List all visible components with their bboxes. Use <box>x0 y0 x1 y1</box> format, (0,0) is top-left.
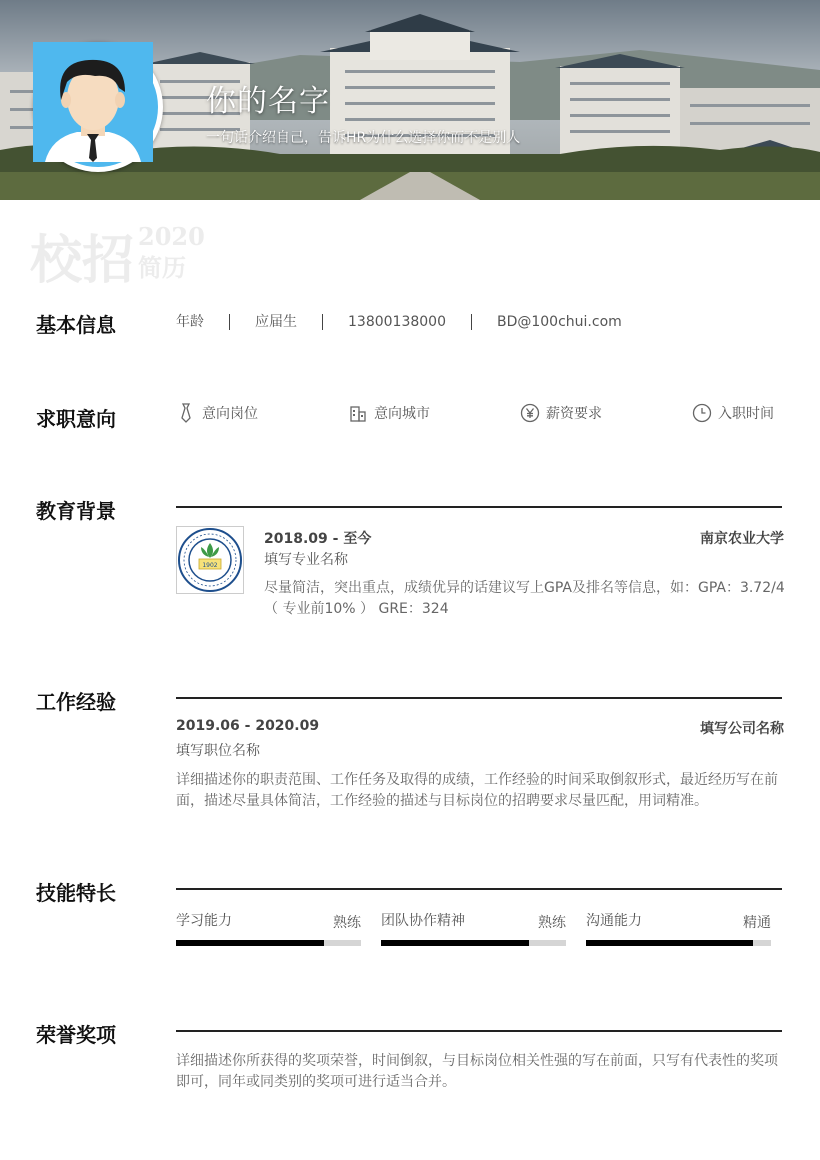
logo-year: 1902 <box>202 562 218 569</box>
basic-phone: 13800138000 <box>323 314 472 330</box>
skill-name: 学习能力 <box>176 913 232 929</box>
education-desc-line-1: 尽量简洁，突出重点，成绩优异的话建议写上GPA及排名等信息，如：GPA：3.72/4 <box>264 580 785 596</box>
basic-age: 年龄 <box>176 314 230 330</box>
work-desc-line-1: 详细描述你的职责范围、工作任务及取得的成绩，工作经验的时间采取倒叙形式，最近经历写在前 <box>176 772 778 788</box>
intent-salary-label: 薪资要求 <box>546 406 602 422</box>
candidate-name: 你的名字 <box>206 84 330 119</box>
honors-desc-line-1: 详细描述你所获得的奖项荣誉，时间倒叙，与目标岗位相关性强的写在前面，只写有代表性的奖项 <box>176 1053 778 1069</box>
header-banner <box>0 0 820 200</box>
skill-progress-bar <box>381 940 566 946</box>
work-position: 填写职位名称 <box>176 743 260 759</box>
intent-salary <box>520 403 602 423</box>
work-date: 2019.06 - 2020.09 <box>176 718 320 734</box>
intent-position <box>176 403 258 423</box>
honors-desc-line-2: 即可，同年或同类别的奖项可进行适当合并。 <box>176 1074 456 1090</box>
section-title-intent: 求职意向 <box>36 407 116 431</box>
basic-email: BD@100chui.com <box>496 314 622 330</box>
work-company: 填写公司名称 <box>700 721 784 737</box>
section-title-skills: 技能特长 <box>36 881 116 905</box>
skill-name: 沟通能力 <box>586 913 642 929</box>
honors-divider <box>176 1030 782 1032</box>
education-date: 2018.09 - 至今 <box>264 531 372 547</box>
intent-start <box>692 403 774 423</box>
intent-city <box>348 403 430 423</box>
tie-icon <box>176 403 196 423</box>
section-title-basic: 基本信息 <box>36 313 116 337</box>
basic-info-row <box>176 312 647 332</box>
skill-level: 熟练 <box>333 915 361 931</box>
university-logo <box>176 526 244 594</box>
basic-status: 应届生 <box>230 314 323 330</box>
candidate-tagline: 一句话介绍自己，告诉HR为什么选择你而不是别人 <box>206 130 521 146</box>
work-desc-line-2: 面，描述尽量具体简洁，工作经验的描述与目标岗位的招聘要求尽量匹配，用词精准。 <box>176 793 708 809</box>
person-icon <box>38 47 153 162</box>
section-title-honors: 荣誉奖项 <box>36 1023 116 1047</box>
education-desc-line-2: （ 专业前10% ） GRE：324 <box>264 601 449 617</box>
skill-progress-fill <box>381 940 529 946</box>
education-school: 南京农业大学 <box>700 531 784 547</box>
skill-level: 精通 <box>743 915 771 931</box>
intent-start-label: 入职时间 <box>718 406 774 422</box>
education-divider <box>176 506 782 508</box>
education-major: 填写专业名称 <box>264 552 348 568</box>
watermark-big: 校招 <box>30 230 135 291</box>
intent-city-label: 意向城市 <box>374 406 430 422</box>
skill-progress-fill <box>586 940 753 946</box>
watermark-year: 2020 <box>138 222 205 251</box>
skill-name: 团队协作精神 <box>381 913 465 929</box>
skill-progress-bar <box>586 940 771 946</box>
section-title-education: 教育背景 <box>36 499 116 523</box>
section-title-work: 工作经验 <box>36 690 116 714</box>
yen-icon <box>520 403 540 423</box>
watermark-small: 简历 <box>138 253 186 282</box>
skill-progress-bar <box>176 940 361 946</box>
avatar <box>33 42 163 172</box>
clock-icon <box>692 403 712 423</box>
work-desc <box>176 770 784 812</box>
skills-divider <box>176 888 782 890</box>
intent-position-label: 意向岗位 <box>202 406 258 422</box>
university-seal-icon <box>177 527 243 593</box>
honors-desc <box>176 1051 784 1093</box>
skill-progress-fill <box>176 940 324 946</box>
education-desc <box>264 578 784 620</box>
work-divider <box>176 697 782 699</box>
skill-level: 熟练 <box>538 915 566 931</box>
avatar-portrait <box>38 47 158 167</box>
building-icon <box>348 403 368 423</box>
